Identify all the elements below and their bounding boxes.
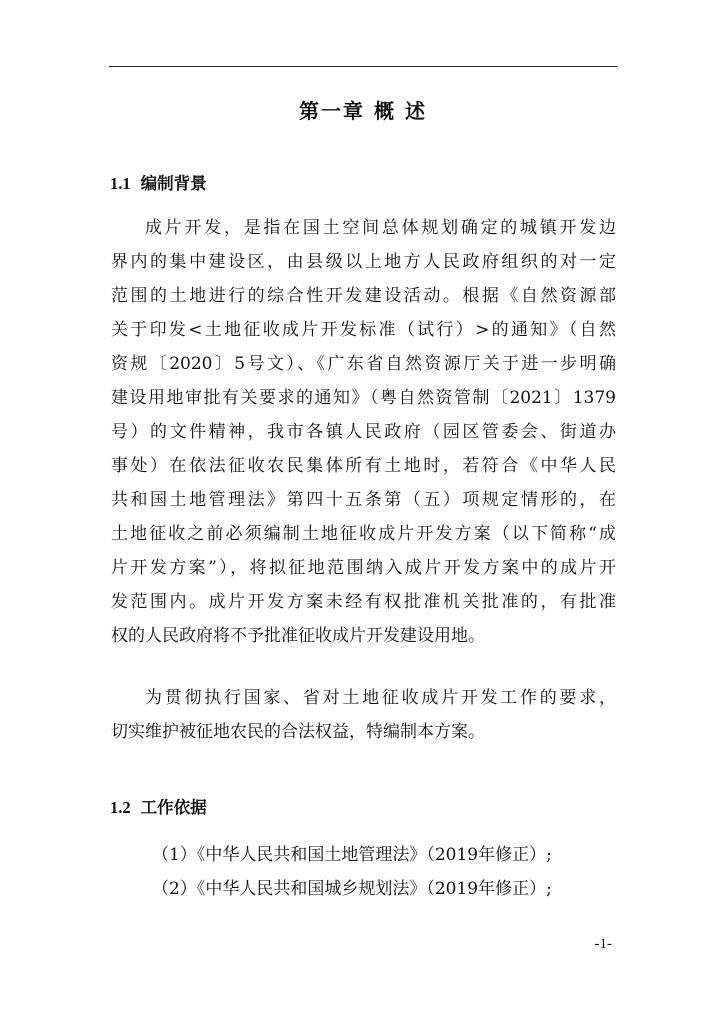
paragraph-line: 范围的土地进行的综合性开发建设活动。根据《自然资源部 bbox=[111, 286, 616, 306]
section-heading-1-2 bbox=[110, 794, 207, 818]
section-heading-1-1 bbox=[110, 170, 207, 194]
section-number: 1.1 bbox=[110, 174, 131, 193]
section-number: 1.2 bbox=[110, 798, 131, 817]
header-rule bbox=[109, 66, 617, 67]
page-number: -1- bbox=[594, 936, 612, 952]
section-title: 编制背景 bbox=[140, 174, 207, 193]
paragraph-line: 建设用地审批有关要求的通知》（粤自然资管制〔2021〕1379 bbox=[111, 388, 616, 408]
paragraph-line: 资规〔2020〕5号文）、《广东省自然资源厅关于进一步明确 bbox=[111, 354, 616, 374]
paragraph-line: 切实维护被征地农民的合法权益，特编制本方案。 bbox=[111, 722, 485, 742]
basis-list-item: （1）《中华人民共和国土地管理法》（2019年修正）; bbox=[152, 845, 552, 865]
basis-list-item: （2）《中华人民共和国城乡规划法》（2019年修正）; bbox=[152, 879, 552, 899]
paragraph-line: 片开发方案”），将拟征地范围纳入成片开发方案中的成片开 bbox=[111, 558, 616, 578]
paragraph-line: 成片开发，是指在国土空间总体规划确定的城镇开发边 bbox=[145, 218, 616, 238]
paragraph-line: 关于印发<土地征收成片开发标准（试行）>的通知》（自然 bbox=[111, 320, 616, 340]
paragraph-line: 土地征收之前必须编制土地征收成片开发方案（以下简称“成 bbox=[111, 524, 616, 544]
paragraph-line: 发范围内。成片开发方案未经有权批准机关批准的，有批准 bbox=[111, 592, 616, 612]
paragraph-line: 界内的集中建设区，由县级以上地方人民政府组织的对一定 bbox=[111, 252, 616, 272]
paragraph-line: 权的人民政府将不予批准征收成片开发建设用地。 bbox=[111, 626, 485, 646]
paragraph-line: 共和国土地管理法》第四十五条第（五）项规定情形的，在 bbox=[111, 490, 616, 510]
chapter-title: 第一章 概 述 bbox=[299, 99, 427, 123]
paragraph-line: 事处）在依法征收农民集体所有土地时，若符合《中华人民 bbox=[111, 456, 616, 476]
paragraph-line: 号）的文件精神，我市各镇人民政府（园区管委会、街道办 bbox=[111, 422, 616, 442]
section-title: 工作依据 bbox=[140, 798, 207, 817]
paragraph-line: 为贯彻执行国家、省对土地征收成片开发工作的要求， bbox=[145, 688, 616, 708]
